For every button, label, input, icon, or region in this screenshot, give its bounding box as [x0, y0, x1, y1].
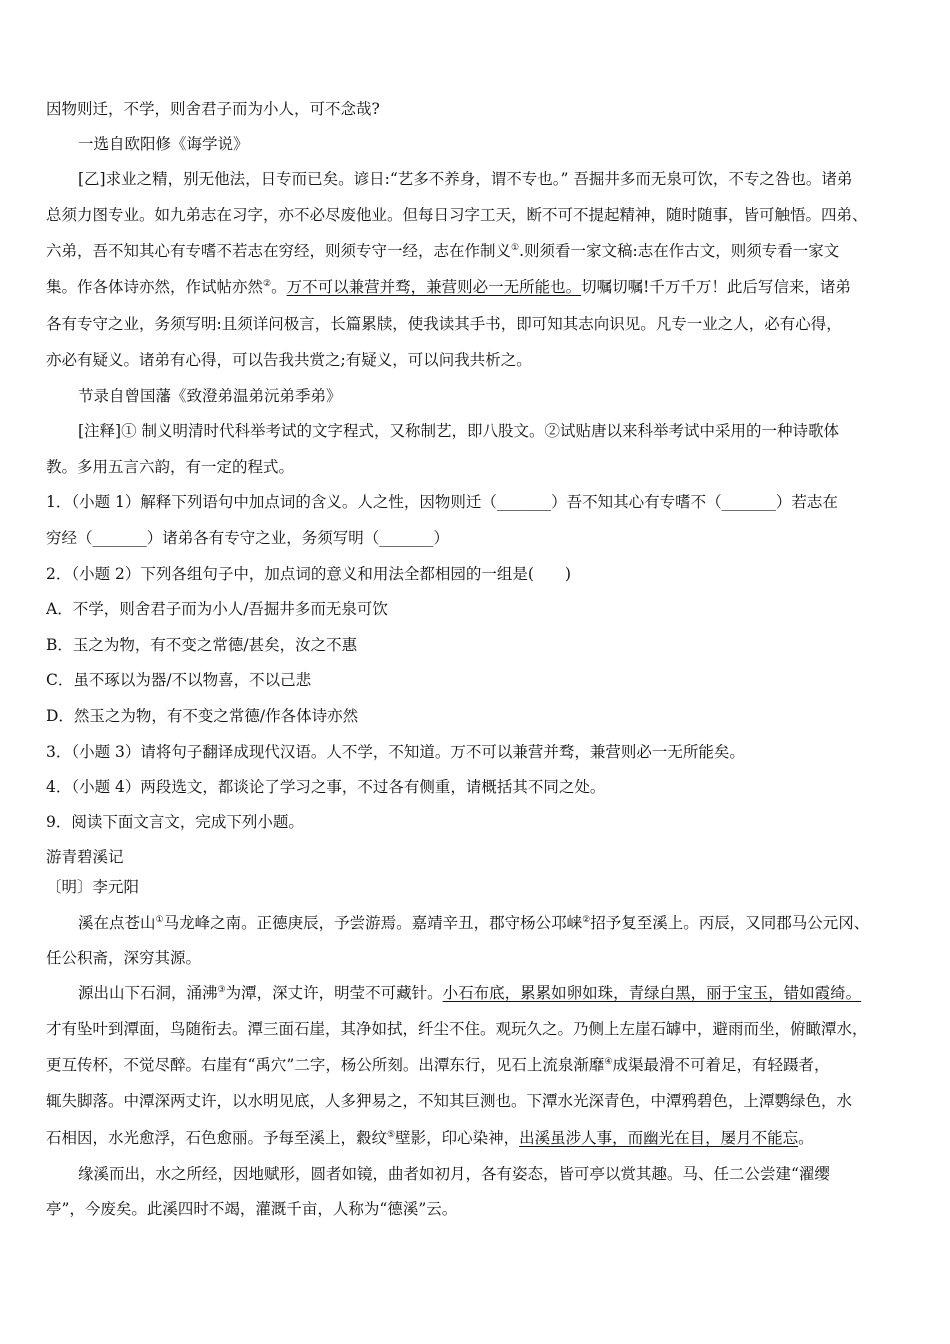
passage-a-last-line: 因物则迁，不学，则舍君子而为小人，可不念哉? [46, 100, 380, 118]
notes-line-1: [注释]① 制义明清时代科举考试的文字程式，又称制艺，即八股文。②试贴唐以来科举考试中采用的一种诗歌体 [78, 422, 840, 440]
passage-b-line-6: 亦必有疑义。诸弟有心得，可以告我共赏之;有疑义，可以问我共析之。 [46, 351, 532, 369]
passage-c-p2-line-5-text-a: 石相因，水光愈浮，石色愈丽。予每至溪上，縠纹 [46, 1129, 388, 1147]
passage-c-p2-line-5-text-b: 壁影，印心染神， [395, 1129, 520, 1147]
question-9: 9．阅读下面文言文，完成下列小题。 [46, 813, 304, 831]
passage-b-line-3-text-a: 六弟，吾不知其心有专嗜不若志在穷经，则须专守一经，志在作制义 [46, 242, 512, 260]
question-2-option-b: B．玉之为物，有不变之常德/甚矣，汝之不惠 [46, 636, 358, 654]
passage-b-line-4 [46, 277, 851, 297]
footnote-mark-c4: ④ [604, 1057, 613, 1067]
footnote-mark-c2: ② [582, 915, 591, 925]
passage-b-line-2: 总须力图专业。如九弟志在习字，亦不必尽废他业。但每日习字工天，断不可不提起精神，随时随事，皆可触悟。四弟、 [46, 206, 868, 224]
footnote-mark-1: ① [511, 243, 520, 253]
footnote-mark-c5: ⑤ [387, 1130, 396, 1140]
underlined-sentence-c1: 小石布底，累累如卵如珠，青绿白黑，丽于宝玉，错如霞绮。 [442, 984, 862, 1002]
footnote-mark-2: ② [263, 279, 272, 289]
passage-c-p2-line-3 [46, 1055, 829, 1075]
passage-b-line-3 [46, 241, 839, 261]
question-2-option-c: C．虽不琢以为器/不以物喜，不以己悲 [46, 671, 312, 689]
question-2-option-a: A．不学，则舍君子而为小人/吾掘井多而无泉可饮 [46, 600, 388, 618]
passage-c-author: 〔明〕李元阳 [46, 878, 140, 896]
passage-c-p1-text-a: 溪在点苍山 [78, 914, 156, 932]
passage-b-line-4-text-c: 切嘱切嘱!千万千万！此后写信来，诸弟 [581, 278, 851, 296]
passage-c-p2-line-2: 才有坠叶到潭面，鸟随衔去。潭三面石崖，其净如拭，纤尘不住。观玩久之。乃侧上左崖石罅中，避雨而坐，俯瞰潭水， [46, 1020, 868, 1038]
passage-b-line-5: 各有专守之业，务须写明:且须详问极言，长篇累牍，使我读其手书，即可知其志向识见。凡专一业之人，必有心得， [46, 315, 842, 333]
notes-line-2: 教。多用五言六韵，有一定的程式。 [46, 458, 295, 476]
passage-c-p2-line-5-text-c: 。 [798, 1129, 814, 1147]
passage-c-p2-line-3-text-b: 成渠最滑不可着足，有轻蹑者， [612, 1056, 830, 1074]
question-4: 4．（小题 4）两段选文，都谈论了学习之事，不过各有侧重，请概括其不同之处。 [46, 778, 606, 796]
passage-b-line-4-text-a: 集。作各体诗亦然，作试帖亦然 [46, 278, 264, 296]
passage-b-line-1: [乙]求业之精，别无他法，日专而已矣。谚日:“艺多不养身，谓不专也。” 吾掘井多而无泉可饮，不专之咎也。诸弟 [78, 170, 853, 188]
underlined-sentence-c2: 出溪虽涉人事，而幽光在目，屡月不能忘 [519, 1129, 799, 1147]
question-1-line-1: 1．（小题 1）解释下列语句中加点词的含义。人之性，因物则迁（_______）吾不知其心有专嗜不（_______）若志在 [46, 493, 838, 511]
passage-b-line-4-text-b: 。 [271, 278, 287, 296]
passage-c-title: 游青碧溪记 [46, 848, 124, 866]
passage-c-p1-line-1 [78, 913, 869, 933]
passage-a-source: 一选自欧阳修《诲学说》 [78, 135, 249, 153]
footnote-mark-c3: ③ [217, 985, 226, 995]
question-2: 2．（小题 2）下列各组句子中，加点词的意义和用法全都相园的一组是( ) [46, 565, 571, 583]
passage-c-p2-text-b: 为潭，深丈许，明莹不可藏针。 [225, 984, 443, 1002]
passage-c-p1-text-b: 马龙峰之南。正德庚辰，予尝游焉。嘉靖辛丑，郡守杨公邛崃 [163, 914, 583, 932]
footnote-mark-c1: ① [155, 915, 164, 925]
question-1-line-2: 穷经（_______）诸弟各有专守之业，务须写明（_______） [46, 529, 450, 547]
passage-c-p1-text-c: 招予复至溪上。丙辰，又同郡马公元冈、 [590, 914, 870, 932]
passage-c-p2-line-3-text-a: 更互传杯，不觉尽醉。右崖有“禹穴”二字，杨公所刻。出潭东行，见石上流泉渐靡 [46, 1056, 605, 1074]
passage-c-p2-line-4: 辄失脚落。中潭深两丈许，以水明见底，人多狎易之，不知其巨测也。下潭水光深青色，中潭鸦碧色，上潭鹦绿色，水 [46, 1092, 853, 1110]
passage-c-p3-line-1: 缘溪而出，水之所经，因地赋形，圆者如镜，曲者如初月，各有姿态，皆可亭以赏其趣。马、任二公尝建“濯缨 [78, 1165, 830, 1183]
passage-b-source: 节录自曾国藩《致澄弟温弟沅弟季弟》 [78, 387, 342, 405]
underlined-sentence-b: 万不可以兼营并骛，兼营则必一无所能也。 [286, 278, 582, 296]
passage-c-p2-line-5 [46, 1128, 814, 1148]
passage-c-p2-text-a: 源出山下石洞，涌沸 [78, 984, 218, 1002]
passage-c-p2-line-1 [78, 983, 861, 1003]
question-2-option-d: D．然玉之为物，有不变之常德/作各体诗亦然 [46, 707, 359, 725]
question-3: 3．（小题 3）请将句子翻译成现代汉语。人不学，不知道。万不可以兼营并骛，兼营则必一无所能矣。 [46, 743, 745, 761]
passage-c-p1-line-2: 任公积斋，深穷其源。 [46, 949, 202, 967]
passage-c-p3-line-2: 亭”，今废矣。此溪四时不竭，灌溉千亩，人称为“德溪”云。 [46, 1200, 458, 1218]
passage-b-line-3-text-b: .则须看一家文稿:志在作古文，则须专看一家文 [519, 242, 840, 260]
